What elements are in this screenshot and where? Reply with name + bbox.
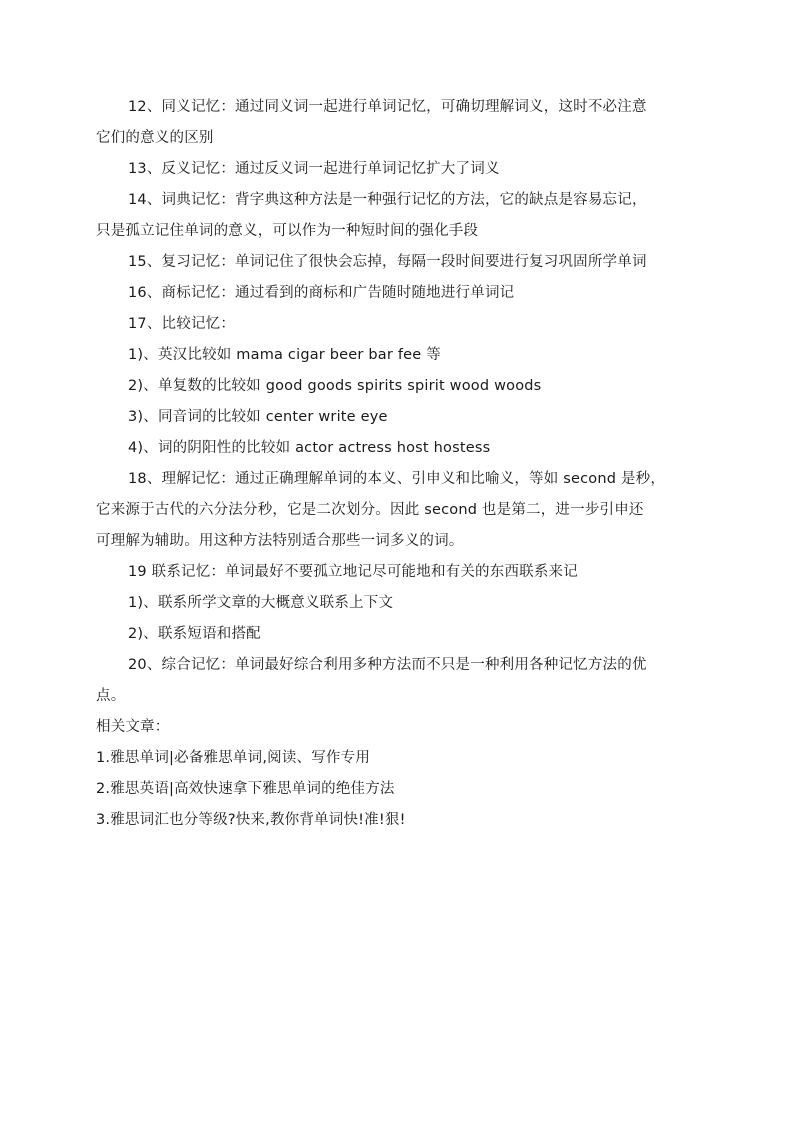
document-body	[96, 92, 716, 836]
paragraph-line: 18、理解记忆：通过正确理解单词的本义、引申义和比喻义，等如 second 是秒，	[128, 471, 666, 487]
paragraph-line: 17、比较记忆：	[128, 316, 236, 332]
paragraph-line: 19 联系记忆：单词最好不要孤立地记尽可能地和有关的东西联系来记	[128, 564, 578, 580]
paragraph-line: 点。	[96, 688, 126, 704]
paragraph-line: 15、复习记忆：单词记住了很快会忘掉，每隔一段时间要进行复习巩固所学单词	[128, 254, 647, 270]
paragraph-line: 可理解为辅助。用这种方法特别适合那些一词多义的词。	[96, 533, 464, 549]
paragraph-line: 20、综合记忆：单词最好综合利用多种方法而不只是一种利用各种记忆方法的优	[128, 657, 647, 673]
related-article-link[interactable]: 1.雅思单词|必备雅思单词,阅读、写作专用	[96, 750, 371, 766]
list-item: 4)、词的阴阳性的比较如 actor actress host hostess	[128, 440, 491, 456]
list-item: 1)、联系所学文章的大概意义联系上下文	[128, 595, 394, 611]
list-item: 3)、同音词的比较如 center write eye	[128, 409, 388, 425]
paragraph-line: 12、同义记忆：通过同义词一起进行单词记忆，可确切理解词义，这时不必注意	[128, 99, 647, 115]
list-item: 1)、英汉比较如 mama cigar beer bar fee 等	[128, 347, 441, 363]
related-article-link[interactable]: 2.雅思英语|高效快速拿下雅思单词的绝佳方法	[96, 781, 395, 797]
paragraph-line: 13、反义记忆：通过反义词一起进行单词记忆扩大了词义	[128, 161, 500, 177]
paragraph-line: 16、商标记忆：通过看到的商标和广告随时随地进行单词记	[128, 285, 515, 301]
paragraph-line: 它们的意义的区别	[96, 130, 214, 146]
related-articles-heading: 相关文章：	[96, 719, 170, 735]
paragraph-line: 它来源于古代的六分法分秒，它是二次划分。因此 second 也是第二，进一步引申还	[96, 502, 644, 518]
list-item: 2)、联系短语和搭配	[128, 626, 261, 642]
related-article-link[interactable]: 3.雅思词汇也分等级?快来,教你背单词快!准!狠!	[96, 812, 406, 828]
paragraph-line: 只是孤立记住单词的意义，可以作为一种短时间的强化手段	[96, 223, 479, 239]
paragraph-line: 14、词典记忆：背字典这种方法是一种强行记忆的方法，它的缺点是容易忘记，	[128, 192, 647, 208]
list-item: 2)、单复数的比较如 good goods spirits spirit wood woods	[128, 378, 542, 394]
